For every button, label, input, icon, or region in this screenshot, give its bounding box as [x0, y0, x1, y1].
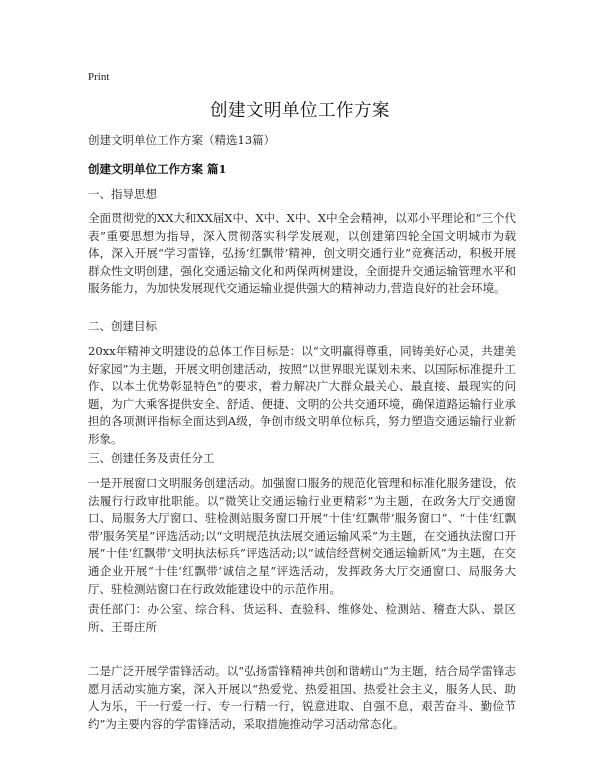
- heading-goals: 二、创建目标: [88, 319, 157, 333]
- paragraph-lei-feng-activity: 二是广泛开展学雷锋活动。以“弘扬雷锋精神共创和谐崂山”为主题，结合局学雷锋志愿月活动实施方案，深入开展以“热爱党、热爱祖国、热爱社会主义，服务人民、助人为乐，干一行爱一行、专一行精一行，锐意进取、自强不息，艰苦奋斗、勤俭节约”为主要内容的学雷锋活动，采取措施推动学习活动常态化。: [88, 664, 516, 731]
- paragraph-goals: 20xx年精神文明建设的总体工作目标是：以“文明赢得尊重，同铸美好心灵，共建美好家园”为主题，开展文明创建活动，按照“以世界眼光谋划未来、以国际标准提升工作、以本土优势彰显特色”的要求，着力解决广大群众最关心、最直接、最现实的问题，为广大乘客提供安全、舒适、便捷、文明的公共交通环境，确保道路运输行业承担的各项测评指标全面达到A级，争创市级文明单位标兵，努力塑造交通运输行业新形象。: [88, 344, 516, 446]
- paragraph-responsible-departments: 责任部门：办公室、综合科、货运科、查验科、维修处、检测站、稽查大队、景区所、王哥庄所: [88, 602, 516, 634]
- document-subtitle: 创建文明单位工作方案（精选13篇）: [88, 133, 276, 147]
- section-title: 创建文明单位工作方案 篇1: [88, 162, 227, 176]
- page-title: 创建文明单位工作方案: [210, 101, 390, 121]
- heading-guiding-ideology: 一、指导思想: [88, 187, 157, 201]
- print-link[interactable]: Print: [88, 71, 110, 83]
- paragraph-window-service: 一是开展窗口文明服务创建活动。加强窗口服务的规范化管理和标准化服务建设，依法履行行政审批职能。以“微笑让交通运输行业更精彩”为主题，在政务大厅交通窗口、局服务大厅窗口、驻检测站服务窗口开展“十佳‘红飘带’服务窗口”、“十佳‘红飘带’服务笑星”评选活动;以“文明规范执法展交通运输风采”为主题，在交通执法窗口开展“十佳‘红飘带’文明执法标兵”评选活动;以“诚信经营树交通运输新风”为主题，在交通企业开展“十佳‘红飘带’诚信之星”评选活动，发挥政务大厅交通窗口、局服务大厅、驻检测站窗口在行政效能建设中的示范作用。: [88, 476, 516, 596]
- paragraph-guiding-ideology: 全面贯彻党的XX大和XX届X中、X中、X中、X中全会精神，以邓小平理论和“三个代表”重要思想为指导，深入贯彻落实科学发展观，以创建第四轮全国文明城市为载体，深入开展“学习雷锋，弘扬‘红飘带’精神，创文明交通行业”竞赛活动，积极开展群众性文明创建，强化交通运输文化和两保两树建设，全面提升交通运输管理水平和服务能力，为加快发展现代交通运输业提供强大的精神动力,营造良好的社会环境。: [88, 211, 516, 296]
- heading-tasks: 三、创建任务及责任分工: [88, 451, 215, 465]
